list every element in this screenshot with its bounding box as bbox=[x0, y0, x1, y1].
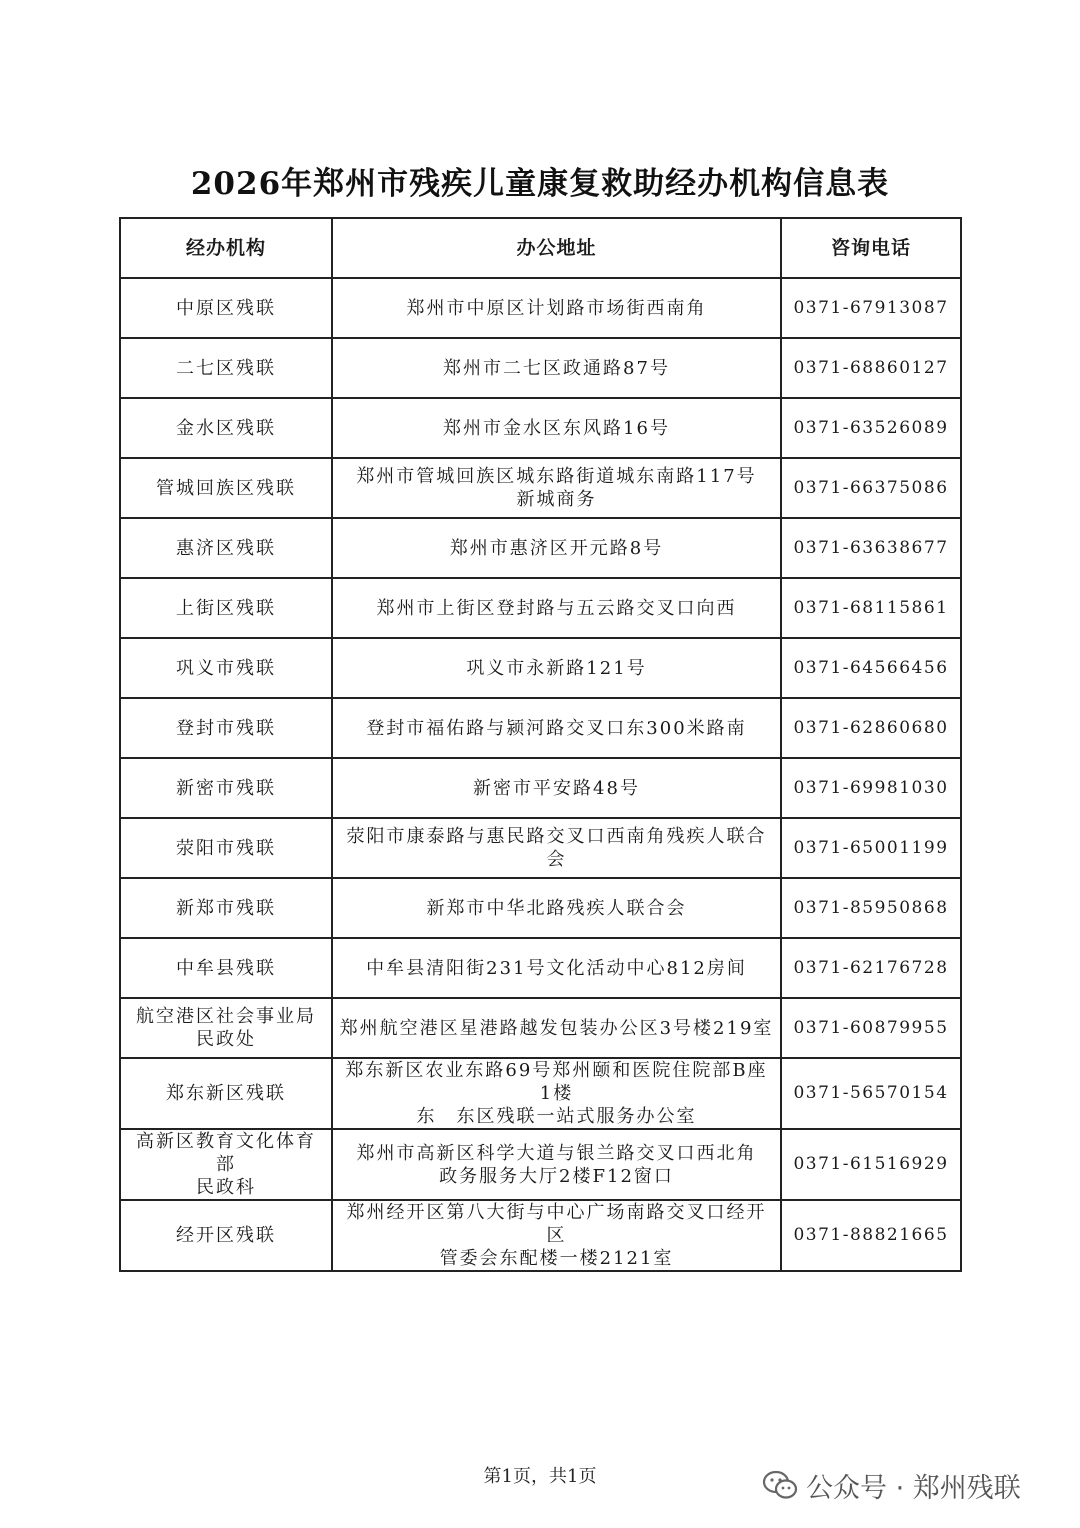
cell-org: 航空港区社会事业局 民政处 bbox=[120, 998, 332, 1058]
table-row bbox=[120, 1129, 961, 1200]
cell-address: 郑州市惠济区开元路8号 bbox=[332, 518, 781, 578]
cell-org: 荥阳市残联 bbox=[120, 818, 332, 878]
cell-phone: 0371-60879955 bbox=[781, 998, 961, 1058]
table-row bbox=[120, 998, 961, 1058]
table-row bbox=[120, 458, 961, 518]
cell-phone: 0371-69981030 bbox=[781, 758, 961, 818]
wechat-watermark bbox=[762, 1466, 1021, 1504]
table-row bbox=[120, 278, 961, 338]
cell-phone: 0371-65001199 bbox=[781, 818, 961, 878]
cell-phone: 0371-63526089 bbox=[781, 398, 961, 458]
cell-org: 中原区残联 bbox=[120, 278, 332, 338]
table-row bbox=[120, 638, 961, 698]
table-row bbox=[120, 578, 961, 638]
cell-phone: 0371-61516929 bbox=[781, 1129, 961, 1200]
table-row bbox=[120, 398, 961, 458]
cell-address: 巩义市永新路121号 bbox=[332, 638, 781, 698]
table-row bbox=[120, 698, 961, 758]
cell-address: 中牟县清阳街231号文化活动中心812房间 bbox=[332, 938, 781, 998]
cell-phone: 0371-62176728 bbox=[781, 938, 961, 998]
cell-address: 郑州市上街区登封路与五云路交叉口向西 bbox=[332, 578, 781, 638]
page-number: 第1页，共1页 bbox=[483, 1466, 597, 1487]
cell-org: 郑东新区残联 bbox=[120, 1058, 332, 1129]
cell-org: 巩义市残联 bbox=[120, 638, 332, 698]
cell-address: 新密市平安路48号 bbox=[332, 758, 781, 818]
cell-phone: 0371-64566456 bbox=[781, 638, 961, 698]
cell-org: 高新区教育文化体育部 民政科 bbox=[120, 1129, 332, 1200]
table-row bbox=[120, 878, 961, 938]
cell-phone: 0371-62860680 bbox=[781, 698, 961, 758]
wechat-icon bbox=[762, 1470, 798, 1500]
cell-phone: 0371-68860127 bbox=[781, 338, 961, 398]
cell-address: 新郑市中华北路残疾人联合会 bbox=[332, 878, 781, 938]
cell-org: 登封市残联 bbox=[120, 698, 332, 758]
header-address: 办公地址 bbox=[332, 218, 781, 278]
cell-org: 新郑市残联 bbox=[120, 878, 332, 938]
cell-org: 管城回族区残联 bbox=[120, 458, 332, 518]
document-title: 2026年郑州市残疾儿童康复救助经办机构信息表 bbox=[190, 166, 890, 202]
institution-table bbox=[119, 217, 962, 1272]
header-phone: 咨询电话 bbox=[781, 218, 961, 278]
table-row bbox=[120, 758, 961, 818]
header-org: 经办机构 bbox=[120, 218, 332, 278]
cell-phone: 0371-63638677 bbox=[781, 518, 961, 578]
cell-phone: 0371-56570154 bbox=[781, 1058, 961, 1129]
cell-org: 上街区残联 bbox=[120, 578, 332, 638]
cell-org: 二七区残联 bbox=[120, 338, 332, 398]
cell-address: 郑州市中原区计划路市场街西南角 bbox=[332, 278, 781, 338]
cell-phone: 0371-66375086 bbox=[781, 458, 961, 518]
cell-address: 郑州市管城回族区城东路街道城东南路117号 新城商务 bbox=[332, 458, 781, 518]
cell-phone: 0371-88821665 bbox=[781, 1200, 961, 1271]
cell-phone: 0371-68115861 bbox=[781, 578, 961, 638]
table-row bbox=[120, 1200, 961, 1271]
cell-org: 中牟县残联 bbox=[120, 938, 332, 998]
table-row bbox=[120, 338, 961, 398]
cell-org: 新密市残联 bbox=[120, 758, 332, 818]
cell-org: 经开区残联 bbox=[120, 1200, 332, 1271]
cell-org: 金水区残联 bbox=[120, 398, 332, 458]
cell-address: 郑州市高新区科学大道与银兰路交叉口西北角 政务服务大厅2楼F12窗口 bbox=[332, 1129, 781, 1200]
cell-address: 郑东新区农业东路69号郑州颐和医院住院部B座1楼 东 东区残联一站式服务办公室 bbox=[332, 1058, 781, 1129]
table-row bbox=[120, 518, 961, 578]
table-header-row bbox=[120, 218, 961, 278]
table-row bbox=[120, 1058, 961, 1129]
table-body bbox=[120, 278, 961, 1271]
cell-address: 荥阳市康泰路与惠民路交叉口西南角残疾人联合会 bbox=[332, 818, 781, 878]
cell-address: 郑州市二七区政通路87号 bbox=[332, 338, 781, 398]
cell-address: 登封市福佑路与颍河路交叉口东300米路南 bbox=[332, 698, 781, 758]
watermark-text: 公众号 · 郑州残联 bbox=[806, 1472, 1021, 1504]
cell-address: 郑州经开区第八大街与中心广场南路交叉口经开区 管委会东配楼一楼2121室 bbox=[332, 1200, 781, 1271]
cell-org: 惠济区残联 bbox=[120, 518, 332, 578]
cell-phone: 0371-67913087 bbox=[781, 278, 961, 338]
table-row bbox=[120, 818, 961, 878]
cell-phone: 0371-85950868 bbox=[781, 878, 961, 938]
table-row bbox=[120, 938, 961, 998]
cell-address: 郑州市金水区东风路16号 bbox=[332, 398, 781, 458]
cell-address: 郑州航空港区星港路越发包装办公区3号楼219室 bbox=[332, 998, 781, 1058]
